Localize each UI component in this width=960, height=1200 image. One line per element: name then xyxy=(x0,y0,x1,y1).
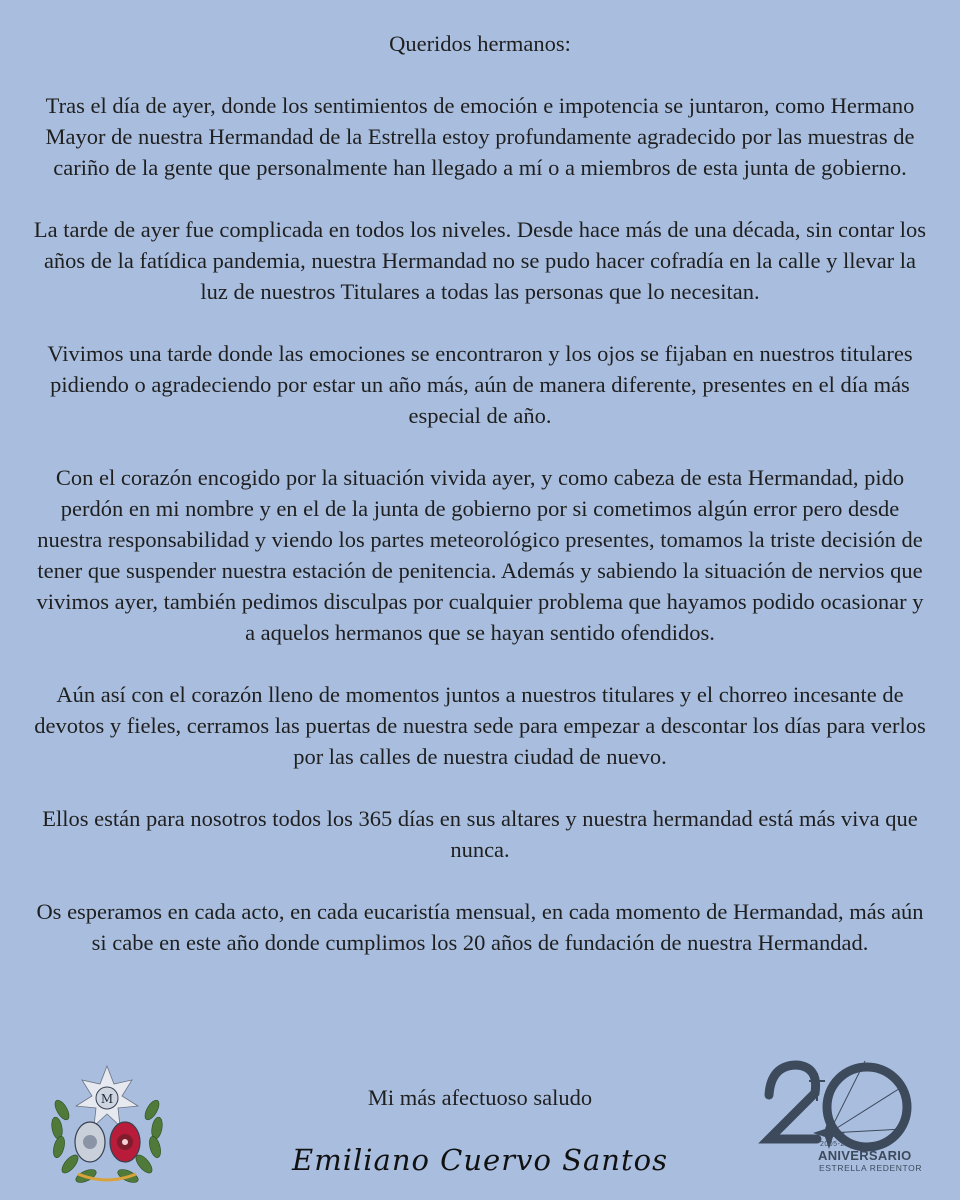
paragraph-1: Tras el día de ayer, donde los sentimientos de emoción e impotencia se juntaron, como Hermano Mayor de nuestra Hermandad de la Estrella estoy profundamente agradecido por las muestras de cariño de la gente que personalmente han llegado a mí o a miembros de esta junta de gobierno. xyxy=(45,93,915,180)
svg-text:M: M xyxy=(100,1092,114,1106)
paragraph-3: Vivimos una tarde donde las emociones se encontraron y los ojos se fijaban en nuestros titulares pidiendo o agradeciendo por estar un año más, aún de manera diferente, presentes en el día más especial de año. xyxy=(47,341,913,428)
brotherhood-crest-icon xyxy=(48,1062,166,1187)
paragraph-7: Os esperamos en cada acto, en cada eucaristía mensual, en cada momento de Hermandad, más aún si cabe en este año donde cumplimos los 20 años de fundación de nuestra Hermandad. xyxy=(36,899,924,955)
anniversary-subtitle: ESTRELLA REDENTOR xyxy=(819,1163,923,1173)
paragraph-5: Aún así con el corazón lleno de momentos juntos a nuestros titulares y el chorreo incesante de devotos y fieles, cerramos las puertas de nuestra sede para empezar a descontar los días para verlos por las calles de nuestra ciudad de nuevo. xyxy=(34,682,926,769)
letter-body xyxy=(30,28,930,989)
anniversary-word: ANIVERSARIO xyxy=(818,1148,912,1163)
anniversary-years: 2005-2025 xyxy=(820,1141,858,1148)
paragraph-6: Ellos están para nosotros todos los 365 días en sus altares y nuestra hermandad está más viva que nunca. xyxy=(42,806,918,862)
signature: Emiliano Cuervo Santos xyxy=(292,1143,668,1177)
closing-salutation: Mi más afectuoso saludo xyxy=(367,1085,593,1110)
greeting: Queridos hermanos: xyxy=(389,31,571,56)
paragraph-2: La tarde de ayer fue complicada en todos los niveles. Desde hace más de una década, sin contar los años de la fatídica pandemia, nuestra Hermandad no se pudo hacer cofradía en la calle y llevar la luz de nuestros Titulares a todas las personas que lo necesitan. xyxy=(33,217,927,304)
paragraph-4: Con el corazón encogido por la situación vivida ayer, y como cabeza de esta Hermandad, pido perdón en mi nombre y en el de la junta de gobierno por si cometimos algún error pero desde nuestra responsabilidad y viendo los partes meteorológico presentes, tomamos la triste decisión de tener que suspender nuestra estación de penitencia. Además y sabiendo la situación de nervios que vivimos ayer, también pedimos disculpas por cualquier problema que hayamos podido ocasionar y a aquelos hermanos que se hayan sentido ofendidos. xyxy=(36,465,924,645)
